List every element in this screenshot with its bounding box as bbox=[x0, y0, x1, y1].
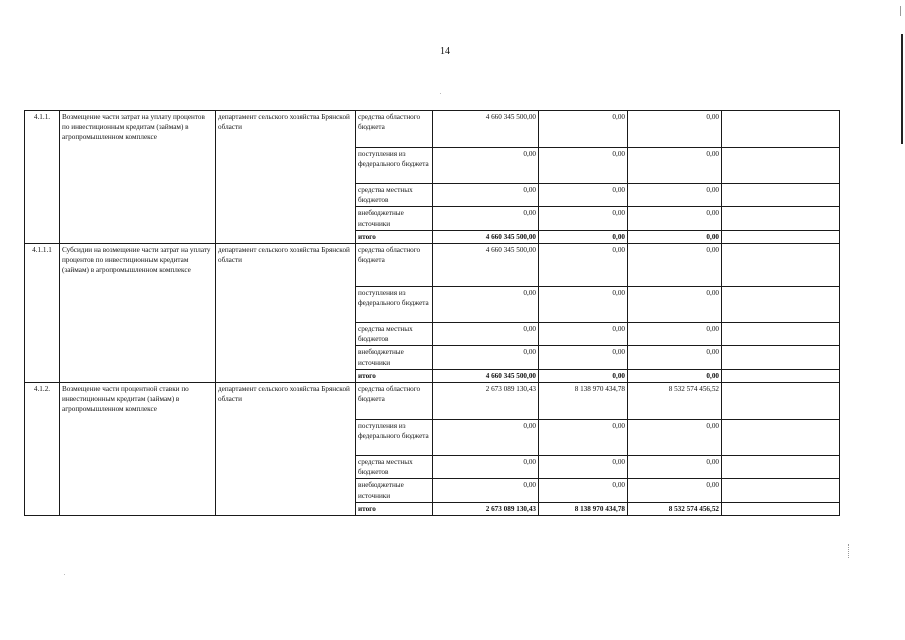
measure-name: Возмещение части затрат на уплату процентов по инвестиционным кредитам (займам) в агропромышленном комплексе bbox=[60, 111, 216, 244]
funding-source: внебюджетные источники bbox=[356, 346, 433, 369]
measure-code: 4.1.2. bbox=[25, 383, 60, 516]
amount-year-1: 4 660 345 500,00 bbox=[433, 230, 539, 243]
amount-year-2: 0,00 bbox=[539, 369, 628, 382]
amount-year-1: 0,00 bbox=[433, 456, 539, 479]
amount-year-3: 0,00 bbox=[628, 111, 722, 148]
funding-source: внебюджетные источники bbox=[356, 479, 433, 502]
empty-cell bbox=[722, 111, 840, 148]
amount-year-2: 8 138 970 434,78 bbox=[539, 383, 628, 420]
funding-source: средства местных бюджетов bbox=[356, 323, 433, 346]
amount-year-2: 0,00 bbox=[539, 287, 628, 323]
empty-cell bbox=[722, 369, 840, 382]
table-body bbox=[25, 111, 840, 516]
amount-year-2: 0,00 bbox=[539, 244, 628, 287]
amount-year-3: 0,00 bbox=[628, 148, 722, 184]
table-row bbox=[25, 244, 840, 287]
amount-year-3: 8 532 574 456,52 bbox=[628, 383, 722, 420]
amount-year-1: 2 673 089 130,43 bbox=[433, 383, 539, 420]
funding-source: средства областного бюджета bbox=[356, 383, 433, 420]
amount-year-1: 0,00 bbox=[433, 148, 539, 184]
amount-year-3: 0,00 bbox=[628, 456, 722, 479]
empty-cell bbox=[722, 207, 840, 230]
amount-year-1: 0,00 bbox=[433, 346, 539, 369]
empty-cell bbox=[722, 184, 840, 207]
amount-year-2: 0,00 bbox=[539, 148, 628, 184]
amount-year-2: 8 138 970 434,78 bbox=[539, 502, 628, 515]
funding-source: средства областного бюджета bbox=[356, 111, 433, 148]
amount-year-3: 0,00 bbox=[628, 369, 722, 382]
empty-cell bbox=[722, 420, 840, 456]
empty-cell bbox=[722, 479, 840, 502]
amount-year-3: 8 532 574 456,52 bbox=[628, 502, 722, 515]
amount-year-2: 0,00 bbox=[539, 346, 628, 369]
amount-year-2: 0,00 bbox=[539, 230, 628, 243]
amount-year-3: 0,00 bbox=[628, 244, 722, 287]
empty-cell bbox=[722, 244, 840, 287]
budget-table bbox=[24, 110, 840, 516]
funding-source: внебюджетные источники bbox=[356, 207, 433, 230]
empty-cell bbox=[722, 346, 840, 369]
measure-name: Возмещение части процентной ставки по инвестиционным кредитам (займам) в агропромышленном комплексе bbox=[60, 383, 216, 516]
amount-year-2: 0,00 bbox=[539, 111, 628, 148]
amount-year-1: 0,00 bbox=[433, 323, 539, 346]
amount-year-3: 0,00 bbox=[628, 420, 722, 456]
amount-year-1: 0,00 bbox=[433, 420, 539, 456]
amount-year-1: 4 660 345 500,00 bbox=[433, 244, 539, 287]
amount-year-2: 0,00 bbox=[539, 207, 628, 230]
funding-source: средства областного бюджета bbox=[356, 244, 433, 287]
amount-year-3: 0,00 bbox=[628, 346, 722, 369]
funding-source: итого bbox=[356, 230, 433, 243]
funding-source: поступления из федерального бюджета bbox=[356, 420, 433, 456]
amount-year-1: 0,00 bbox=[433, 287, 539, 323]
funding-source: средства местных бюджетов bbox=[356, 456, 433, 479]
amount-year-2: 0,00 bbox=[539, 456, 628, 479]
empty-cell bbox=[722, 287, 840, 323]
empty-cell bbox=[722, 148, 840, 184]
measure-executor: департамент сельского хозяйства Брянской области bbox=[216, 383, 356, 516]
funding-source: поступления из федерального бюджета bbox=[356, 287, 433, 323]
amount-year-1: 2 673 089 130,43 bbox=[433, 502, 539, 515]
empty-cell bbox=[722, 383, 840, 420]
amount-year-2: 0,00 bbox=[539, 184, 628, 207]
amount-year-1: 0,00 bbox=[433, 184, 539, 207]
funding-source: поступления из федерального бюджета bbox=[356, 148, 433, 184]
empty-cell bbox=[722, 502, 840, 515]
amount-year-1: 0,00 bbox=[433, 207, 539, 230]
scan-edge-mark bbox=[900, 6, 901, 16]
scan-edge-line bbox=[901, 34, 903, 144]
amount-year-3: 0,00 bbox=[628, 230, 722, 243]
measure-executor: департамент сельского хозяйства Брянской области bbox=[216, 111, 356, 244]
page-number: 14 bbox=[440, 46, 450, 57]
amount-year-2: 0,00 bbox=[539, 479, 628, 502]
amount-year-2: 0,00 bbox=[539, 323, 628, 346]
measure-code: 4.1.1.1 bbox=[25, 244, 60, 383]
funding-source: средства местных бюджетов bbox=[356, 184, 433, 207]
amount-year-1: 4 660 345 500,00 bbox=[433, 369, 539, 382]
table-row bbox=[25, 383, 840, 420]
amount-year-3: 0,00 bbox=[628, 323, 722, 346]
amount-year-3: 0,00 bbox=[628, 479, 722, 502]
amount-year-1: 4 660 345 500,00 bbox=[433, 111, 539, 148]
scan-speck bbox=[440, 93, 441, 94]
empty-cell bbox=[722, 323, 840, 346]
empty-cell bbox=[722, 456, 840, 479]
empty-cell bbox=[722, 230, 840, 243]
amount-year-3: 0,00 bbox=[628, 207, 722, 230]
measure-code: 4.1.1. bbox=[25, 111, 60, 244]
amount-year-1: 0,00 bbox=[433, 479, 539, 502]
amount-year-2: 0,00 bbox=[539, 420, 628, 456]
funding-source: итого bbox=[356, 369, 433, 382]
funding-source: итого bbox=[356, 502, 433, 515]
measure-name: Субсидии на возмещение части затрат на уплату процентов по инвестиционным кредитам (займам) в агропромышленном комплексе bbox=[60, 244, 216, 383]
table-row bbox=[25, 111, 840, 148]
amount-year-3: 0,00 bbox=[628, 287, 722, 323]
amount-year-3: 0,00 bbox=[628, 184, 722, 207]
measure-executor: департамент сельского хозяйства Брянской области bbox=[216, 244, 356, 383]
scan-dotted-mark bbox=[848, 544, 850, 558]
scan-speck bbox=[64, 574, 65, 575]
